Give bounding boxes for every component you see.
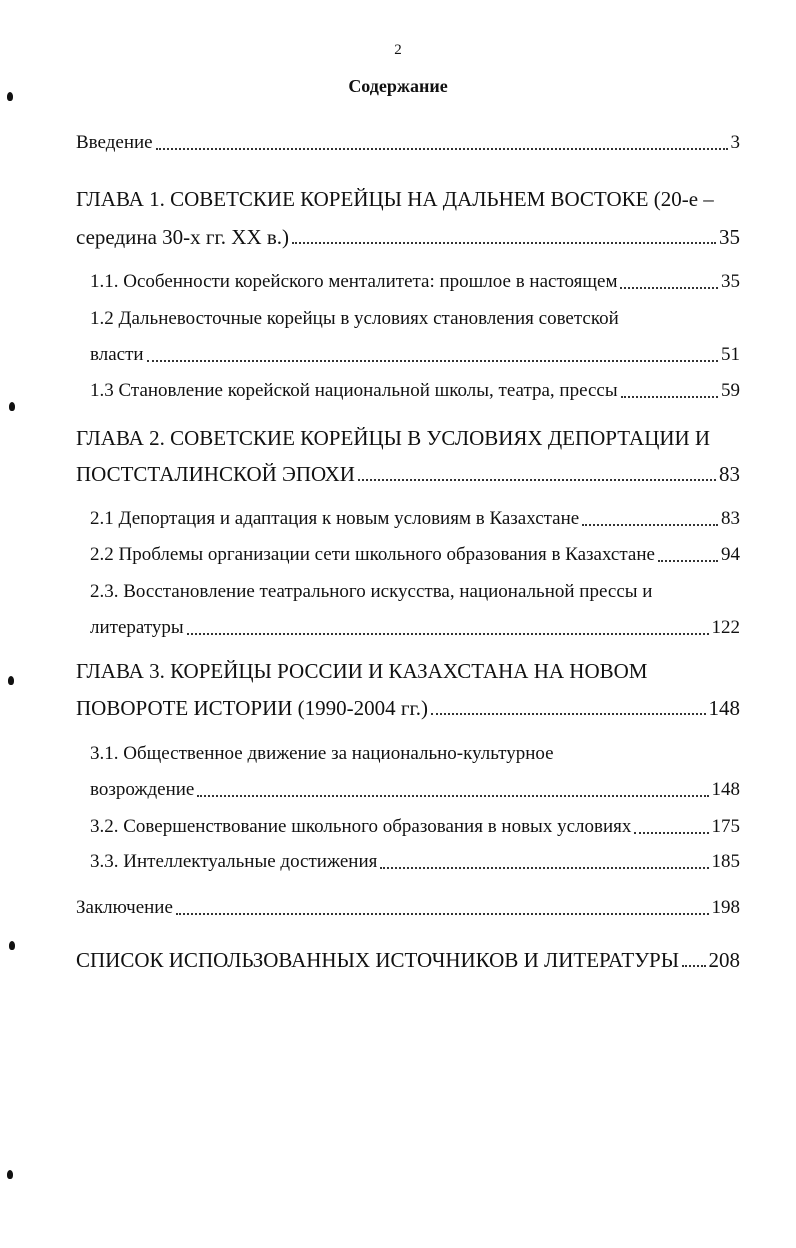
leader-dots (634, 832, 708, 834)
toc-entry-label: 2.1 Депортация и адаптация к новым условиям в Казахстане (90, 508, 580, 529)
toc-entry-page: 59 (721, 380, 740, 401)
toc-entry-label: СПИСОК ИСПОЛЬЗОВАННЫХ ИСТОЧНИКОВ И ЛИТЕРАТУРЫ (76, 948, 680, 972)
toc-entry-label: 3.2. Совершенствование школьного образования в новых условиях (90, 816, 632, 837)
leader-dots (147, 360, 718, 362)
margin-mark (8, 676, 14, 685)
toc-entry-label: Заключение (76, 897, 173, 918)
leader-dots (380, 867, 708, 869)
leader-dots (292, 242, 716, 244)
margin-mark (7, 92, 13, 101)
toc-section-2-1[interactable] (90, 507, 740, 531)
toc-entry-label: ПОСТСТАЛИНСКОЙ ЭПОХИ (76, 462, 355, 486)
toc-entry-label: власти (90, 344, 144, 365)
toc-section-3-1-line1[interactable]: 3.1. Общественное движение за национально-культурное (90, 743, 554, 764)
toc-entry-label: возрождение (90, 779, 195, 800)
toc-section-2-2[interactable] (90, 543, 740, 567)
page-number: 2 (394, 42, 402, 58)
toc-entry-page: 3 (730, 132, 740, 153)
leader-dots (621, 396, 718, 398)
toc-entry-page: 83 (719, 462, 740, 486)
toc-entry-label: Введение (76, 132, 153, 153)
toc-chapter-1-line1[interactable]: ГЛАВА 1. СОВЕТСКИЕ КОРЕЙЦЫ НА ДАЛЬНЕМ ВОСТОКЕ (20-е – (76, 187, 714, 211)
toc-entry-page: 94 (721, 544, 740, 565)
leader-dots (197, 795, 708, 797)
toc-entry-page: 208 (708, 948, 740, 972)
leader-dots (358, 479, 716, 481)
toc-entry-label: 3.3. Интеллектуальные достижения (90, 851, 378, 872)
toc-section-1-2[interactable] (90, 343, 740, 367)
leader-dots (176, 913, 709, 915)
toc-chapter-3[interactable] (76, 696, 740, 720)
toc-entry-label: литературы (90, 617, 184, 638)
toc-entry-page: 185 (711, 851, 740, 872)
toc-section-1-1[interactable] (90, 270, 740, 294)
leader-dots (156, 148, 728, 150)
toc-chapter-3-line1[interactable]: ГЛАВА 3. КОРЕЙЦЫ РОССИИ И КАЗАХСТАНА НА НОВОМ (76, 659, 648, 683)
toc-entry-page: 35 (719, 225, 740, 249)
toc-section-2-3-line1[interactable]: 2.3. Восстановление театрального искусства, национальной прессы и (90, 581, 653, 602)
toc-section-2-3[interactable] (90, 616, 740, 640)
toc-entry-intro[interactable] (76, 131, 740, 155)
toc-section-3-3[interactable] (90, 850, 740, 874)
toc-entry-label: 1.1. Особенности корейского менталитета: прошлое в настоящем (90, 271, 618, 292)
toc-entry-page: 148 (708, 696, 740, 720)
leader-dots (582, 524, 718, 526)
toc-entry-page: 51 (721, 344, 740, 365)
toc-entry-label: ПОВОРОТЕ ИСТОРИИ (1990-2004 гг.) (76, 696, 428, 720)
toc-section-3-1[interactable] (90, 778, 740, 802)
toc-entry-label: середина 30-х гг. XX в.) (76, 225, 290, 249)
toc-entry-page: 198 (711, 897, 740, 918)
toc-section-3-2[interactable] (90, 815, 740, 839)
toc-entry-page: 35 (721, 271, 740, 292)
toc-chapter-2-line1[interactable]: ГЛАВА 2. СОВЕТСКИЕ КОРЕЙЦЫ В УСЛОВИЯХ ДЕПОРТАЦИИ И (76, 426, 711, 450)
leader-dots (658, 560, 718, 562)
toc-chapter-1[interactable] (76, 225, 740, 249)
leader-dots (620, 287, 718, 289)
margin-mark (7, 1170, 13, 1179)
toc-entry-label: 1.3 Становление корейской национальной школы, театра, прессы (90, 380, 618, 401)
toc-entry-page: 83 (721, 508, 740, 529)
margin-mark (9, 402, 15, 411)
leader-dots (187, 633, 709, 635)
leader-dots (682, 965, 705, 967)
toc-entry-page: 148 (711, 779, 740, 800)
toc-entry-page: 122 (711, 617, 740, 638)
leader-dots (431, 713, 706, 715)
toc-section-1-2-line1[interactable]: 1.2 Дальневосточные корейцы в условиях становления советской (90, 308, 619, 329)
toc-section-1-3[interactable] (90, 379, 740, 403)
margin-mark (9, 941, 15, 950)
toc-entry-page: 175 (711, 816, 740, 837)
toc-entry-sources[interactable] (76, 948, 740, 972)
toc-entry-label: 2.2 Проблемы организации сети школьного образования в Казахстане (90, 544, 655, 565)
toc-entry-conclusion[interactable] (76, 896, 740, 920)
toc-title: Содержание (348, 76, 448, 96)
toc-chapter-2[interactable] (76, 462, 740, 486)
